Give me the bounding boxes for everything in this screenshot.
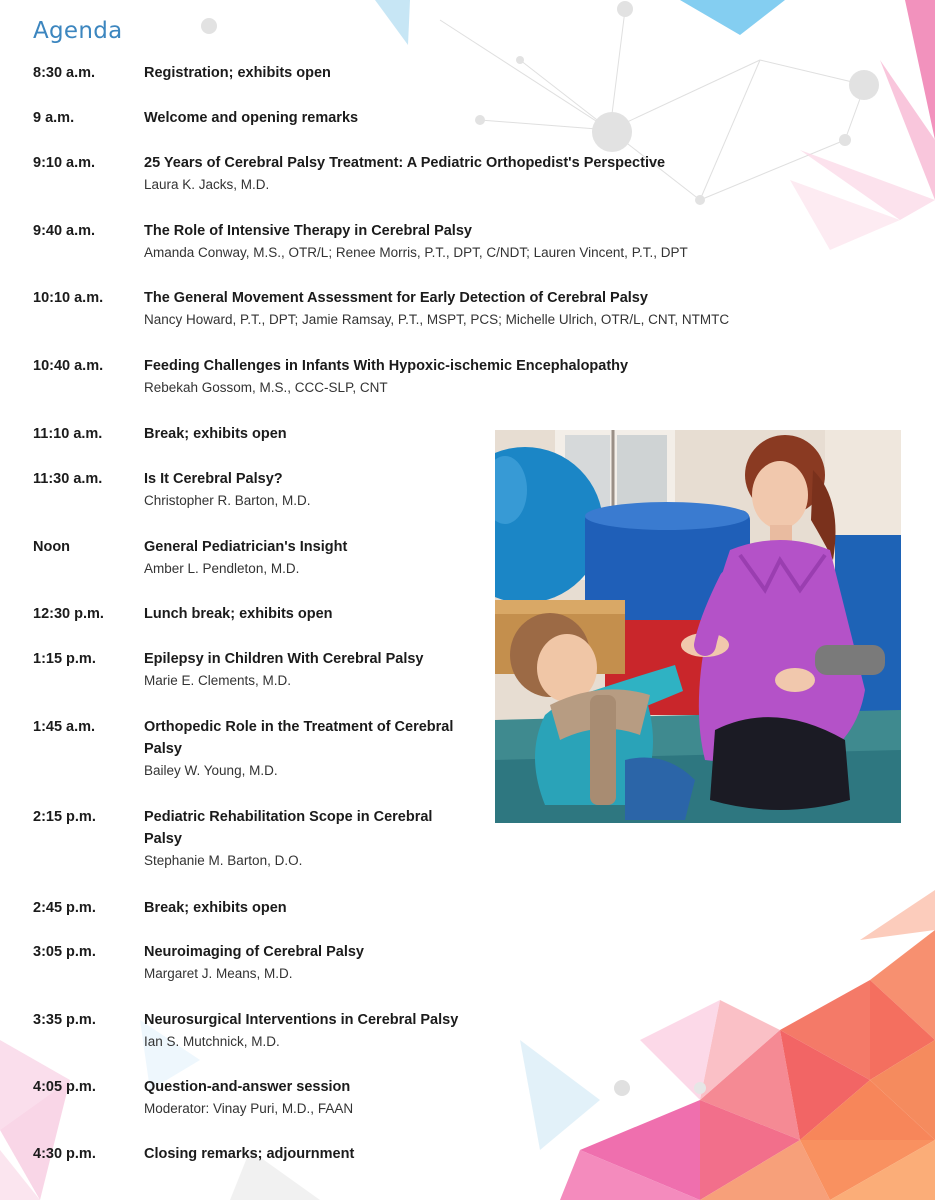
agenda-time: 10:10 a.m. xyxy=(33,290,104,306)
agenda-time: 9:40 a.m. xyxy=(33,223,96,239)
agenda-time: 3:05 p.m. xyxy=(33,944,96,960)
agenda-title: Neuroimaging of Cerebral Palsy xyxy=(144,944,364,960)
agenda-time: 3:35 p.m. xyxy=(33,1012,96,1028)
agenda-speakers: Laura K. Jacks, M.D. xyxy=(144,177,270,192)
agenda-speakers: Margaret J. Means, M.D. xyxy=(144,966,293,981)
agenda-title: The General Movement Assessment for Early Detection of Cerebral Palsy xyxy=(144,290,648,306)
agenda-time: 4:05 p.m. xyxy=(33,1079,96,1095)
agenda-time: 9 a.m. xyxy=(33,110,75,126)
agenda-title: Pediatric Rehabilitation Scope in Cerebral Palsy xyxy=(144,809,433,847)
agenda-time: 1:15 p.m. xyxy=(33,651,96,667)
agenda-time: 11:30 a.m. xyxy=(33,471,103,487)
therapy-photo xyxy=(495,430,901,823)
agenda-time: Noon xyxy=(33,539,71,555)
agenda-time: 9:10 a.m. xyxy=(33,155,96,171)
page-title: Agenda xyxy=(33,18,123,44)
agenda-speakers: Stephanie M. Barton, D.O. xyxy=(144,853,303,868)
agenda-title: Neurosurgical Interventions in Cerebral Palsy xyxy=(144,1012,459,1028)
agenda-speakers: Marie E. Clements, M.D. xyxy=(144,673,292,688)
agenda-title: The Role of Intensive Therapy in Cerebral Palsy xyxy=(144,223,472,239)
agenda-title: Registration; exhibits open xyxy=(144,65,331,81)
agenda-speakers: Nancy Howard, P.T., DPT; Jamie Ramsay, P.T., MSPT, PCS; Michelle Ulrich, OTR/L, CNT, NTMTC xyxy=(144,312,730,327)
agenda-title: Epilepsy in Children With Cerebral Palsy xyxy=(144,651,424,667)
agenda-speakers: Moderator: Vinay Puri, M.D., FAAN xyxy=(144,1101,354,1116)
agenda-speakers: Amanda Conway, M.S., OTR/L; Renee Morris, P.T., DPT, C/NDT; Lauren Vincent, P.T., DPT xyxy=(144,245,688,260)
agenda-title: Lunch break; exhibits open xyxy=(144,606,333,622)
agenda-title: Is It Cerebral Palsy? xyxy=(144,471,283,487)
agenda-title: Feeding Challenges in Infants With Hypoxic-ischemic Encephalopathy xyxy=(144,358,629,374)
agenda-speakers: Rebekah Gossom, M.S., CCC-SLP, CNT xyxy=(144,380,388,395)
agenda-time: 4:30 p.m. xyxy=(33,1146,96,1162)
agenda-speakers: Bailey W. Young, M.D. xyxy=(144,763,278,778)
agenda-time: 2:45 p.m. xyxy=(33,900,96,916)
agenda-time: 10:40 a.m. xyxy=(33,358,104,374)
agenda-title: General Pediatrician's Insight xyxy=(144,539,348,555)
agenda-speakers: Christopher R. Barton, M.D. xyxy=(144,493,311,508)
agenda-time: 11:10 a.m. xyxy=(33,426,103,442)
agenda-time: 12:30 p.m. xyxy=(33,606,104,622)
agenda-title: Break; exhibits open xyxy=(144,426,287,442)
agenda-time: 8:30 a.m. xyxy=(33,65,96,81)
agenda-title: Break; exhibits open xyxy=(144,900,287,916)
agenda-speakers: Amber L. Pendleton, M.D. xyxy=(144,561,300,576)
agenda-title: Question-and-answer session xyxy=(144,1079,351,1095)
agenda-title: Orthopedic Role in the Treatment of Cerebral Palsy xyxy=(144,719,454,757)
agenda-title: Closing remarks; adjournment xyxy=(144,1146,355,1162)
agenda-title: Welcome and opening remarks xyxy=(144,110,359,126)
agenda-speakers: Ian S. Mutchnick, M.D. xyxy=(144,1034,280,1049)
agenda-title: 25 Years of Cerebral Palsy Treatment: A Pediatric Orthopedist's Perspective xyxy=(144,155,666,171)
agenda-time: 2:15 p.m. xyxy=(33,809,96,825)
agenda-time: 1:45 a.m. xyxy=(33,719,96,735)
